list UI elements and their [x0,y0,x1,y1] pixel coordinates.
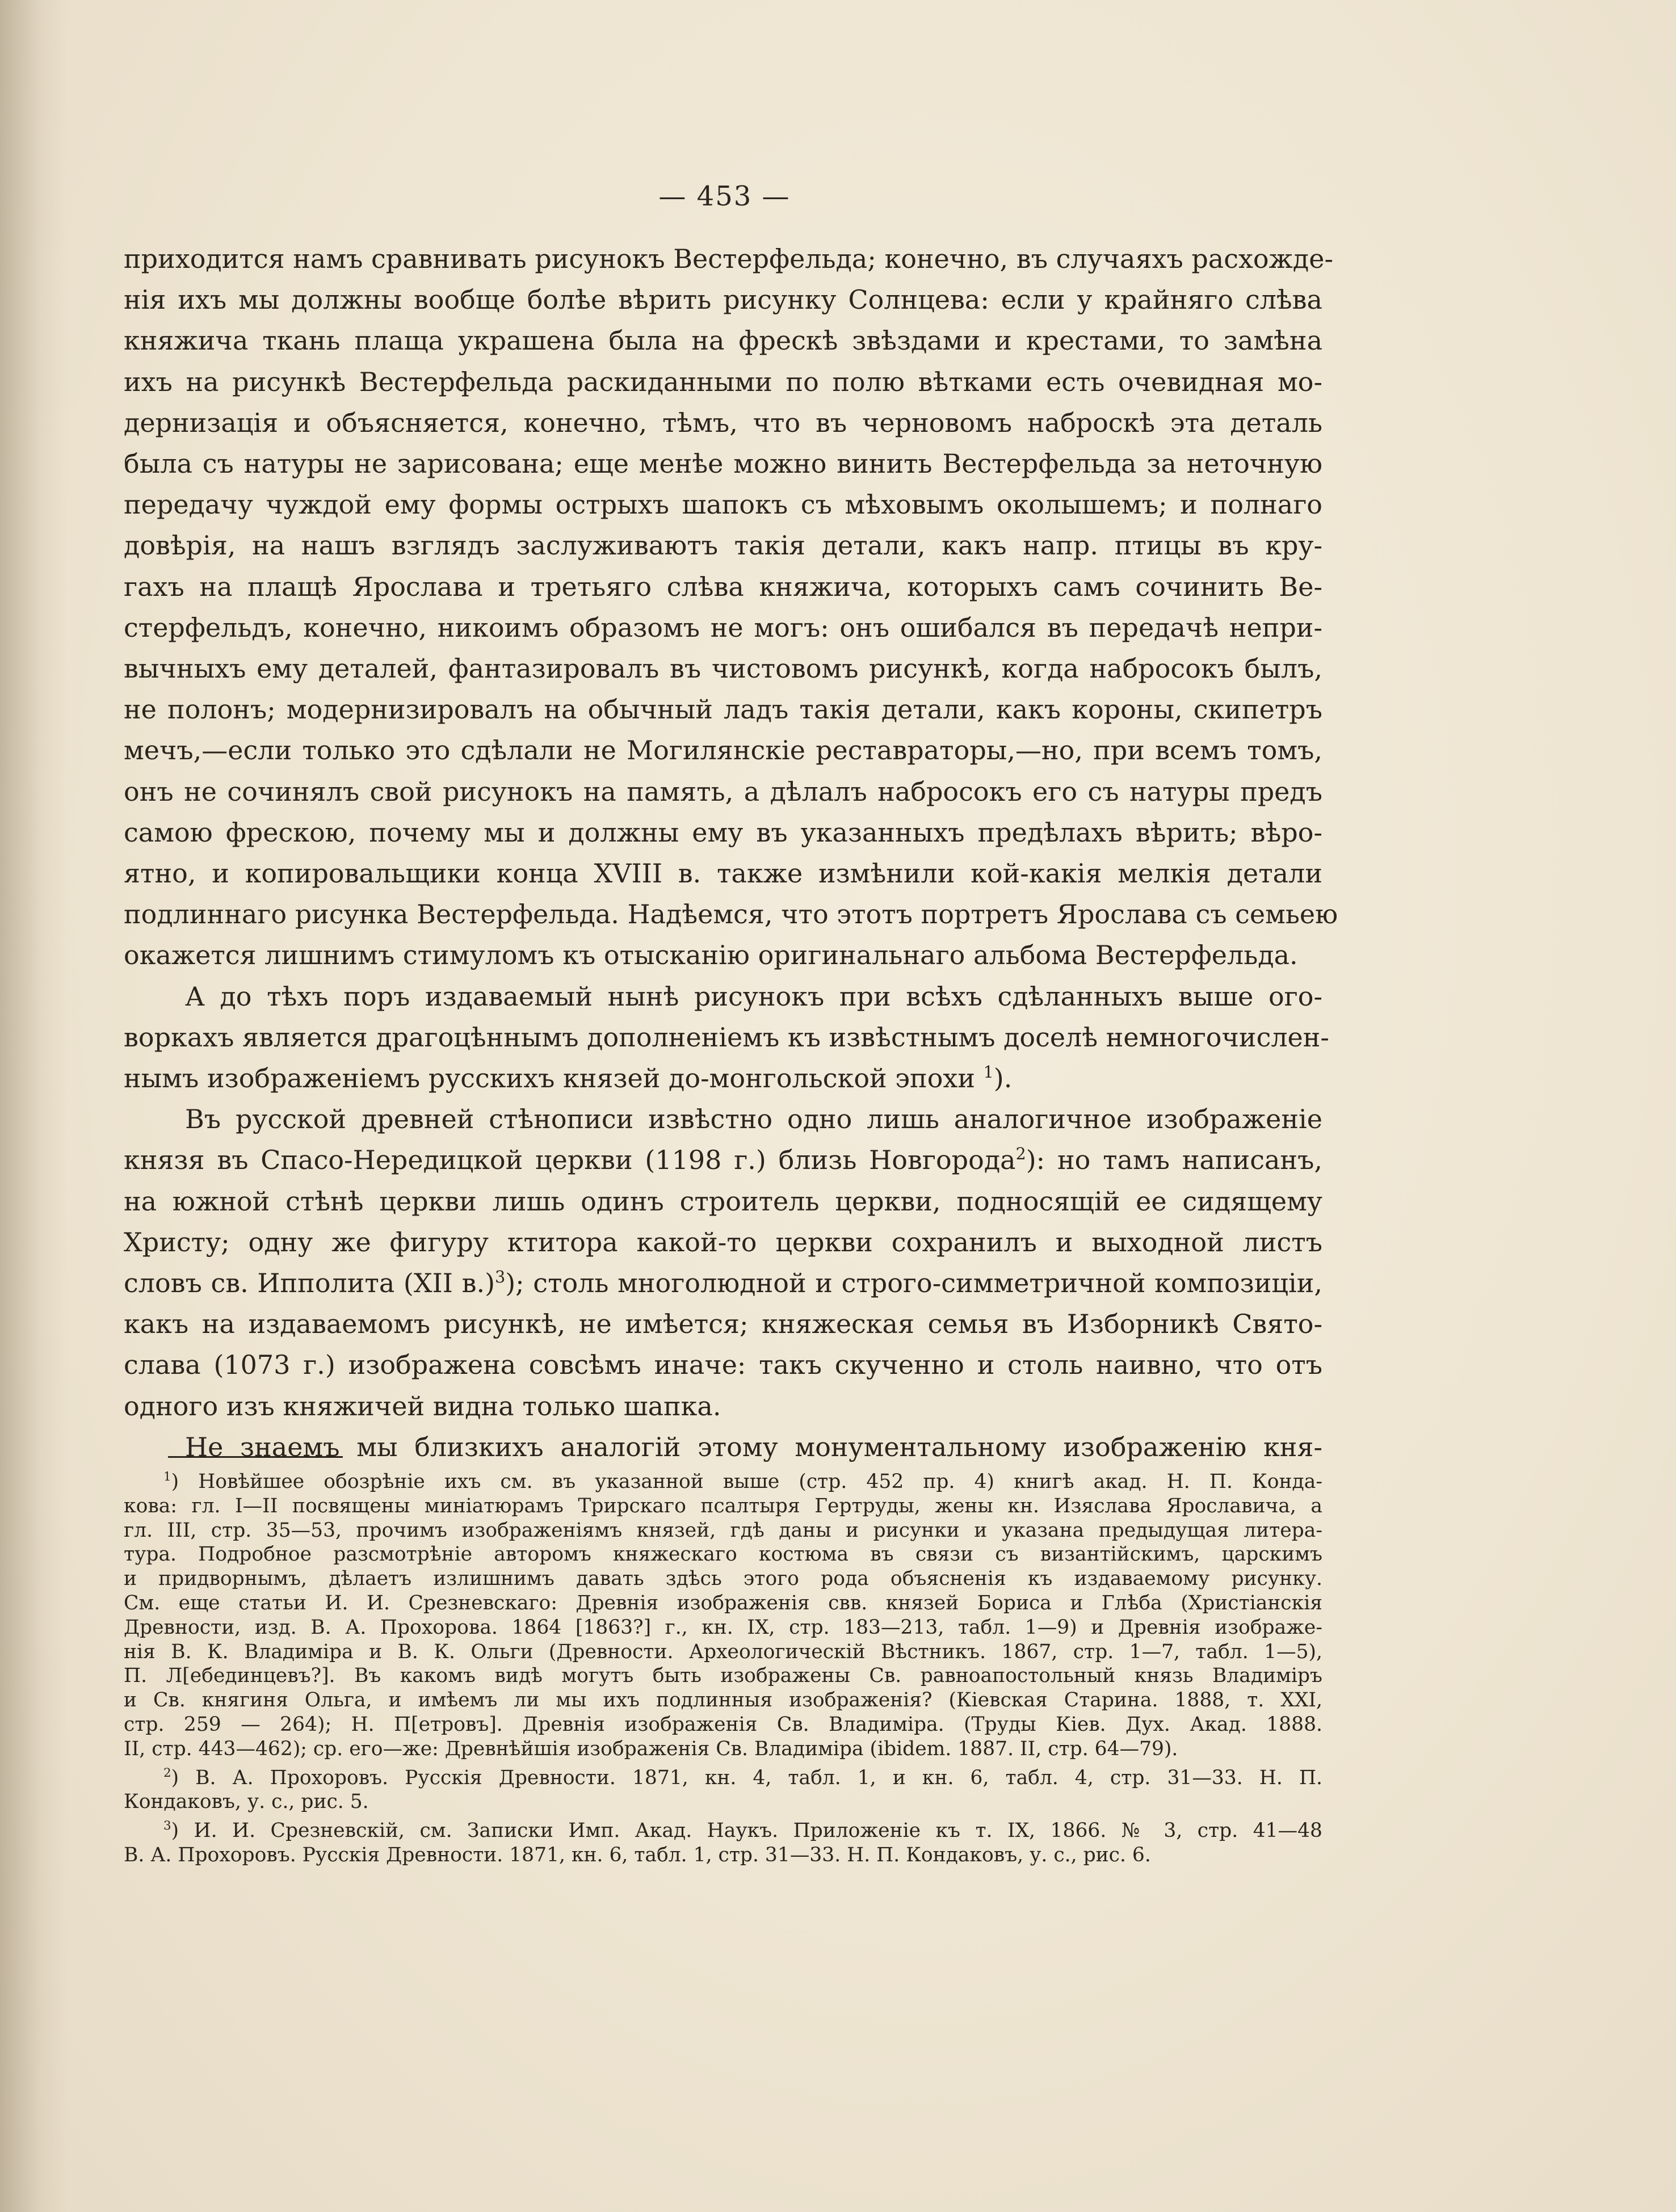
footnote-line: П. Л[ебединцевъ?]. Въ какомъ видѣ могутъ быть изображены Св. равноапостольный князь Владиміръ [124,1664,1322,1688]
footnote-ref-1[interactable]: 1 [983,1062,994,1082]
text-line: А до тѣхъ поръ издаваемый нынѣ рисунокъ при всѣхъ сдѣланныхъ выше ого- [185,981,1322,1012]
footnote-line: См. еще статьи И. И. Срезневскаго: Древнія изображенія свв. князей Бориса и Глѣба (Христіанскія [124,1591,1322,1614]
text-line: княжича ткань плаща украшена была на фрескѣ звѣздами и крестами, то замѣна [124,325,1322,356]
footnote-line: В. А. Прохоровъ. Русскія Древности. 1871, кн. 6, табл. 1, стр. 31—33. Н. П. Кондаковъ, у. с., рис. 6. [124,1843,1151,1866]
text-line: на южной стѣнѣ церкви лишь одинъ строитель церкви, подносящій ее сидящему [124,1185,1322,1217]
text-line: Не знаемъ мы близкихъ аналогій этому монументальному изображенію кня- [185,1431,1322,1462]
line-text: князя въ Спасо-Нередицкой церкви (1198 г.) близь Новгорода [124,1145,1016,1176]
line-text: ) Новѣйшее обозрѣніе ихъ см. въ указанной выше (стр. 452 пр. 4) книгѣ акад. Н. П. Конда- [171,1470,1322,1493]
text-line: подлиннаго рисунка Вестерфельда. Надѣемся, что этотъ портретъ Ярослава съ семьею [124,899,1338,930]
page-number: — 453 — [658,180,791,212]
paragraph-4 [124,1427,1322,1467]
footnote-line [124,1819,1322,1843]
footnote-line [124,1766,1322,1790]
footnote-line: II, стр. 443—462); ср. его—же: Древнѣйшія изображенія Св. Владиміра (ibidem. 1887. II, стр. 64—79). [124,1737,1178,1760]
text-line: какъ на издаваемомъ рисункѣ, не имѣется; княжеская семья въ Изборникѣ Свято- [124,1309,1322,1340]
footnote-line: стр. 259 — 264); Н. П[етровъ]. Древнія изображенія Св. Владиміра. (Труды Кіев. Дух. Акад. 1888. [124,1713,1322,1736]
text-line [124,1058,1322,1099]
text-line: стерфельдъ, конечно, никоимъ образомъ не могъ: онъ ошибался въ передачѣ непри- [124,612,1322,643]
line-tail: ). [993,1063,1013,1094]
footnote-line: и Св. княгиня Ольга, и имѣемъ ли мы ихъ подлинныя изображенія? (Кіевская Старина. 1888, т. XXI, [124,1689,1322,1712]
footnote-line: Кондаковъ, у. с., рис. 5. [124,1790,369,1814]
footnote-line: и придворнымъ, дѣлаетъ излишнимъ давать здѣсь этого рода объясненія къ издаваемому рисунку. [124,1567,1322,1591]
footnote-line: Древности, изд. В. А. Прохорова. 1864 [1863?] г., кн. IX, стр. 183—213, табл. 1—9) и Древнія изображе- [124,1616,1322,1639]
main-text [124,238,1338,1467]
footnotes [124,1470,1322,1872]
line-tail: ): но тамъ написанъ, [1026,1145,1322,1176]
text-line: ихъ на рисункѣ Вестерфельда раскиданными по полю вѣтками есть очевидная мо- [124,366,1322,397]
line-text: ) В. А. Прохоровъ. Русскія Древности. 1871, кн. 4, табл. 1, и кн. 6, табл. 4, стр. 31—33. Н. П. [171,1766,1322,1789]
text-line: самою фрескою, почему мы и должны ему въ указанныхъ предѣлахъ вѣрить; вѣро- [124,817,1322,848]
text-line: ятно, и копировальщики конца XVIII в. также измѣнили кой-какія мелкія детали [124,858,1322,889]
footnote-line: нія В. К. Владиміра и В. К. Ольги (Древности. Археологическій Вѣстникъ. 1867, стр. 1—7, табл. 1—5), [124,1640,1322,1663]
text-line: Въ русской древней стѣнописи извѣстно одно лишь аналогичное изображеніе [185,1104,1322,1135]
paragraph-2 [124,976,1329,1099]
text-line: окажется лишнимъ стимуломъ къ отысканію оригинальнаго альбома Вестерфельда. [124,940,1298,971]
line-text: словъ св. Ипполита (XII в.) [124,1268,495,1299]
line-text: нымъ изображеніемъ русскихъ князей до-монгольской эпохи [124,1063,976,1094]
text-line: не полонъ; модернизировалъ на обычный ладъ такія детали, какъ короны, скипетръ [124,694,1322,725]
text-line: мечъ,—если только это сдѣлали не Могилянскіе реставраторы,—но, при всемъ томъ, [124,735,1322,766]
text-line: гахъ на плащѣ Ярослава и третьяго слѣва княжича, которыхъ самъ сочинить Ве- [124,571,1322,602]
footnote-line: гл. III, стр. 35—53, прочимъ изображеніямъ князей, гдѣ даны и рисунки и указана предыдущая литера- [124,1519,1322,1542]
text-line: воркахъ является драгоцѣннымъ дополненіемъ къ извѣстнымъ доселѣ немногочислен- [124,1021,1329,1053]
footnote-line: тура. Подробное разсмотрѣніе авторомъ княжескаго костюма въ связи съ византійскимъ, царскимъ [124,1543,1322,1566]
footnote-mark: 2 [163,1765,171,1780]
paragraph-1 [124,238,1338,976]
line-tail: ); столь многолюдной и строго-симметричной композиціи, [505,1268,1322,1299]
text-line: передачу чуждой ему формы острыхъ шапокъ съ мѣховымъ околышемъ; и полнаго [124,489,1322,520]
paragraph-3 [124,1099,1322,1427]
footnote-mark: 3 [163,1819,171,1833]
text-line: была съ натуры не зарисована; еще менѣе можно винить Вестерфельда за неточную [124,448,1322,480]
footnote-mark: 1 [163,1470,171,1485]
line-text: ) И. И. Срезневскій, см. Записки Имп. Акад. Наукъ. Приложеніе къ т. IX, 1866. № 3, стр. 41—48 [171,1819,1322,1843]
text-line: одного изъ княжичей видна только шапка. [124,1390,721,1422]
text-line: приходится намъ сравнивать рисунокъ Вестерфельда; конечно, въ случаяхъ расхожде- [124,243,1334,274]
text-line: нія ихъ мы должны вообще болѣе вѣрить рисунку Солнцева: если у крайняго слѣва [124,284,1322,316]
binding-shadow [0,0,68,2212]
footnote-ref-2[interactable]: 2 [1015,1145,1026,1164]
text-line: довѣрія, на нашъ взглядъ заслуживаютъ такія детали, какъ напр. птицы въ кру- [124,530,1322,561]
footnote-divider [168,1456,343,1458]
footnote-3 [124,1819,1322,1868]
text-line: Христу; одну же фигуру ктитора какой-то церкви сохранилъ и выходной листъ [124,1226,1322,1258]
text-line [124,1139,1322,1180]
footnote-line [124,1470,1322,1494]
text-line [124,1263,1322,1303]
text-line: вычныхъ ему деталей, фантазировалъ въ чистовомъ рисункѣ, когда набросокъ былъ, [124,653,1322,684]
footnote-2 [124,1766,1322,1815]
footnote-line: кова: гл. I—II посвящены миніатюрамъ Трирскаго псалтыря Гертруды, жены кн. Изяслава Ярославича, а [124,1494,1322,1517]
text-line: слава (1073 г.) изображена совсѣмъ иначе: такъ скученно и столь наивно, что отъ [124,1349,1322,1381]
footnote-1 [124,1470,1322,1761]
footnote-ref-3[interactable]: 3 [495,1267,506,1286]
text-line: онъ не сочинялъ свой рисунокъ на память, а дѣлалъ набросокъ его съ натуры предъ [124,776,1322,807]
text-line: дернизація и объясняется, конечно, тѣмъ, что въ черновомъ наброскѣ эта деталь [124,407,1322,438]
